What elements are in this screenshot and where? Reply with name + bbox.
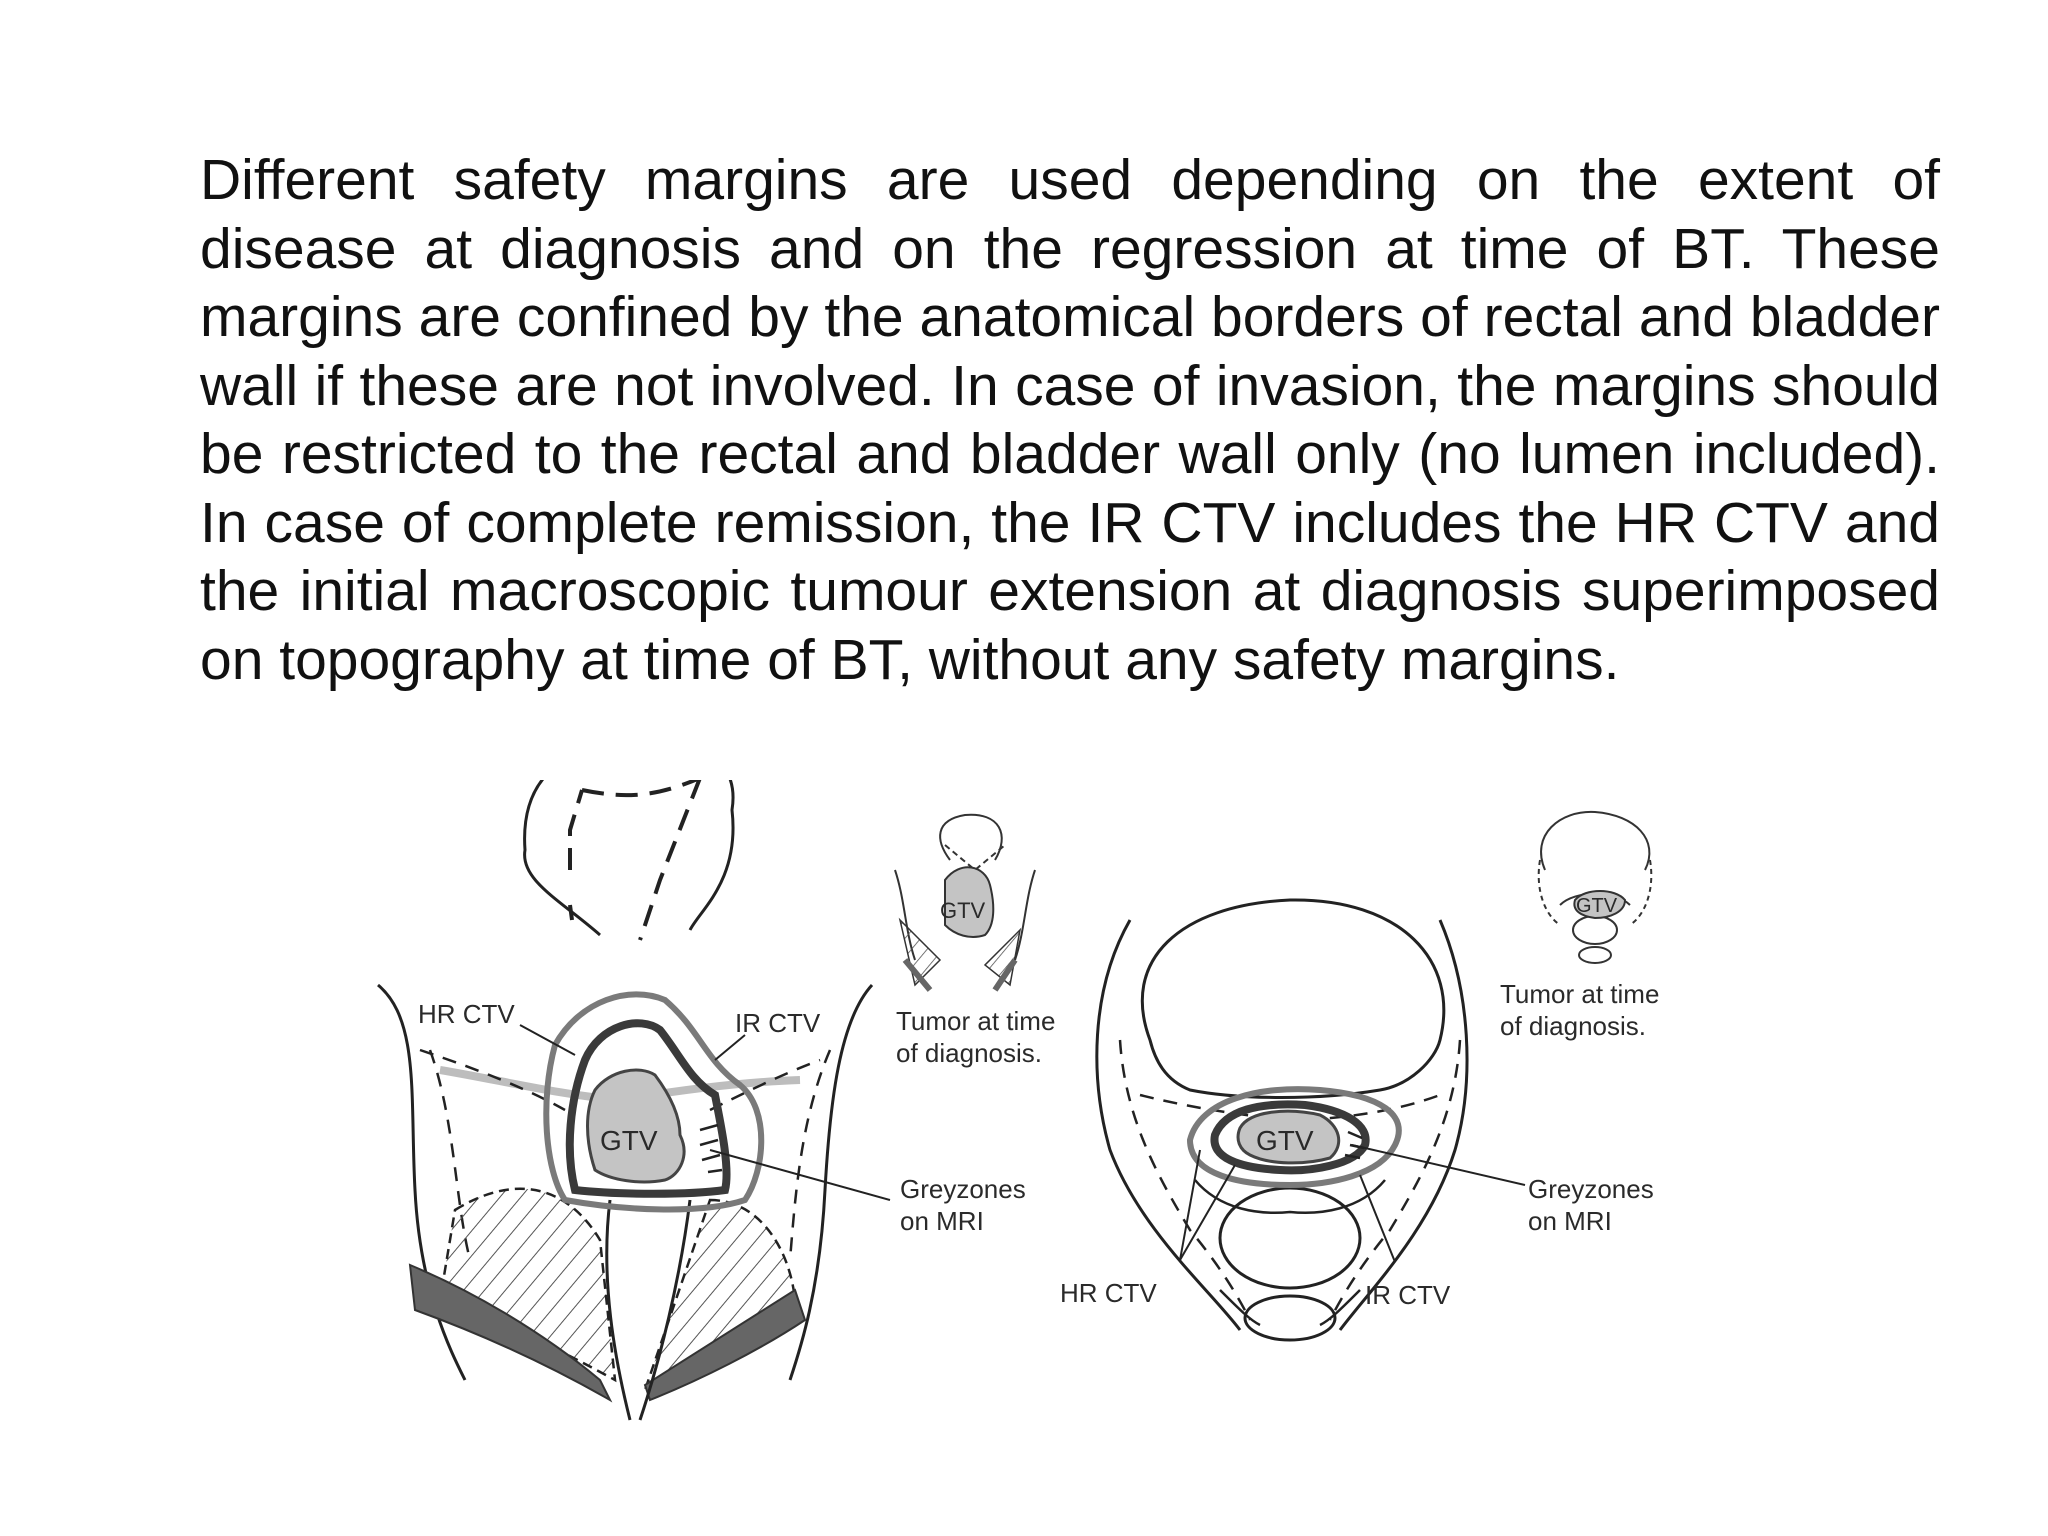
coronal-diagram bbox=[378, 780, 1026, 1420]
inset-label-gtv-left: GTV bbox=[940, 898, 986, 923]
target-volume-diagram bbox=[0, 780, 2048, 1500]
vaginal-wall-left bbox=[607, 1200, 630, 1420]
label-greyzones-left-2: on MRI bbox=[900, 1206, 984, 1236]
label-hr-ctv-right: HR CTV bbox=[1060, 1278, 1157, 1308]
label-ir-ctv-right: IR CTV bbox=[1365, 1280, 1451, 1310]
label-greyzones-left-1: Greyzones bbox=[900, 1174, 1026, 1204]
label-hr-ctv-left: HR CTV bbox=[418, 999, 515, 1029]
uterine-cavity-dashed bbox=[570, 780, 700, 940]
leader-greyzones-left bbox=[710, 1150, 890, 1200]
inset-caption-left-1: Tumor at time bbox=[896, 1006, 1056, 1036]
axial-inset bbox=[1500, 812, 1659, 1041]
inset-label-gtv-right: GTV bbox=[1576, 895, 1618, 917]
coronal-inset bbox=[895, 815, 1055, 1068]
rectum-outline bbox=[1220, 1188, 1360, 1288]
inset-caption-right-1: Tumor at time bbox=[1500, 979, 1660, 1009]
label-greyzones-right-2: on MRI bbox=[1528, 1206, 1612, 1236]
inset-caption-left-2: of diagnosis. bbox=[896, 1038, 1042, 1068]
uterus-outline bbox=[525, 780, 733, 935]
leader-ir-ctv-left bbox=[715, 1035, 745, 1060]
label-greyzones-right-1: Greyzones bbox=[1528, 1174, 1654, 1204]
axial-diagram bbox=[1060, 900, 1654, 1340]
bladder-outline bbox=[1142, 900, 1444, 1098]
inset-caption-right-2: of diagnosis. bbox=[1500, 1011, 1646, 1041]
body-paragraph: Different safety margins are used depending on the extent of disease at diagnosis and on the regression at time of BT. These margins are confined by the anatomical borders of rectal and bladder wall if these are not involved. In case of invasion, the margins should be restricted to the rectal and bladder wall only (no lumen included). In case of complete remission, the IR CTV includes the HR CTV and the initial macroscopic tumour extension at diagnosis superimposed on topography at time of BT, without any safety margins. bbox=[200, 148, 1940, 692]
coccyx-outline bbox=[1245, 1296, 1335, 1340]
label-gtv-left: GTV bbox=[600, 1125, 658, 1156]
label-ir-ctv-left: IR CTV bbox=[735, 1008, 821, 1038]
label-gtv-right: GTV bbox=[1256, 1125, 1314, 1156]
